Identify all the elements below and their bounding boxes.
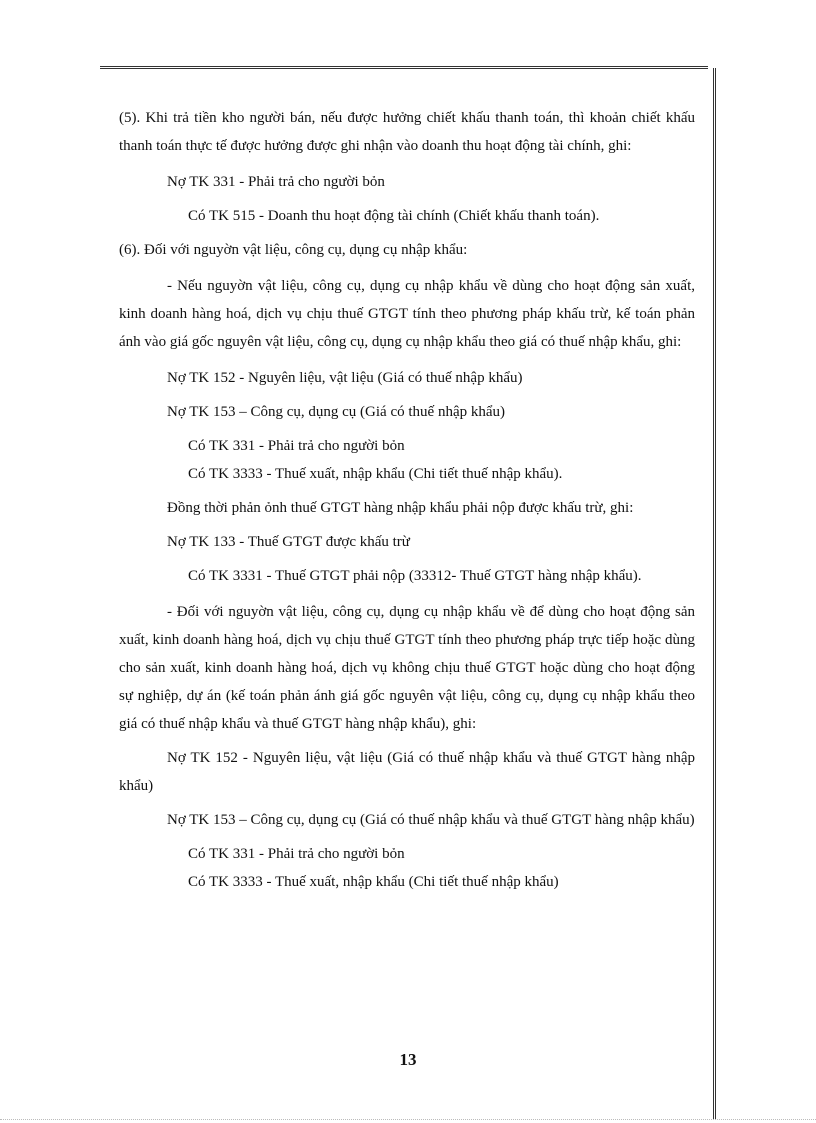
document-body <box>119 104 695 896</box>
entry-debit-152-vat: Nợ TK 152 - Nguyên liệu, vật liệu (Giá có thuế nhập khẩu và thuế GTGT hàng nhập khẩu) <box>119 750 695 794</box>
page-border-top <box>100 66 708 69</box>
entry-debit-133: Nợ TK 133 - Thuế GTGT được khấu trừ <box>167 534 410 550</box>
paragraph-direct-method: - Đối với nguyờn vật liệu, công cụ, dụng cụ nhập khẩu về để dùng cho hoạt động sản xuất, kinh doanh hàng hoá, dịch vụ chịu thuế GTGT tính theo phương pháp trực tiếp hoặc dùng cho sản xuất, kinh doanh hàng hoá, dịch vụ không chịu thuế GTGT hoặc dùng cho hoạt động sự nghiệp, dự án (kế toán phản ánh giá gốc nguyên vật liệu, công cụ, dụng cụ nhập khẩu theo giá có thuế nhập khẩu và thuế GTGT hàng nhập khẩu), ghi: <box>119 604 695 732</box>
paragraph-deduction-method: - Nếu nguyờn vật liệu, công cụ, dụng cụ nhập khẩu về dùng cho hoạt động sản xuất, kinh doanh hàng hoá, dịch vụ chịu thuế GTGT tính theo phương pháp khấu trừ, kế toán phản ánh vào giá gốc nguyên vật liệu, công cụ, dụng cụ nhập khẩu theo giá có thuế nhập khẩu, ghi: <box>119 278 695 350</box>
entry-credit-3331: Có TK 3331 - Thuế GTGT phải nộp (33312- Thuế GTGT hàng nhập khẩu). <box>188 568 642 584</box>
entry-credit-331: Có TK 331 - Phải trả cho người bỏn <box>188 438 405 454</box>
paragraph-6-heading: (6). Đối với nguyờn vật liệu, công cụ, dụng cụ nhập khẩu: <box>119 242 468 258</box>
entry-debit-152: Nợ TK 152 - Nguyên liệu, vật liệu (Giá có thuế nhập khẩu) <box>167 370 523 386</box>
page-border-right <box>713 68 716 1120</box>
entry-debit-331: Nợ TK 331 - Phải trả cho người bỏn <box>167 174 385 190</box>
entry-credit-3333: Có TK 3333 - Thuế xuất, nhập khẩu (Chi tiết thuế nhập khẩu). <box>188 466 563 482</box>
entry-debit-153: Nợ TK 153 – Công cụ, dụng cụ (Giá có thuế nhập khẩu) <box>167 404 506 420</box>
page-number: 13 <box>399 1050 417 1069</box>
paragraph-vat-reflection: Đồng thời phản ỏnh thuế GTGT hàng nhập khẩu phải nộp được khấu trừ, ghi: <box>167 500 634 516</box>
paragraph-5-intro: (5). Khi trả tiền kho người bán, nếu được hưởng chiết khấu thanh toán, thì khoản chiết khấu thanh toán thực tế được hưởng được ghi nhận vào doanh thu hoạt động tài chính, ghi: <box>119 110 695 154</box>
entry-credit-515: Có TK 515 - Doanh thu hoạt động tài chính (Chiết khấu thanh toán). <box>188 208 600 224</box>
entry-debit-153-vat: Nợ TK 153 – Công cụ, dụng cụ (Giá có thuế nhập khẩu và thuế GTGT hàng nhập khẩu) <box>167 812 695 828</box>
entry-credit-331-2: Có TK 331 - Phải trả cho người bỏn <box>188 846 405 862</box>
page-bottom-divider <box>0 1119 816 1120</box>
entry-credit-3333-2: Có TK 3333 - Thuế xuất, nhập khẩu (Chi tiết thuế nhập khẩu) <box>188 874 559 890</box>
